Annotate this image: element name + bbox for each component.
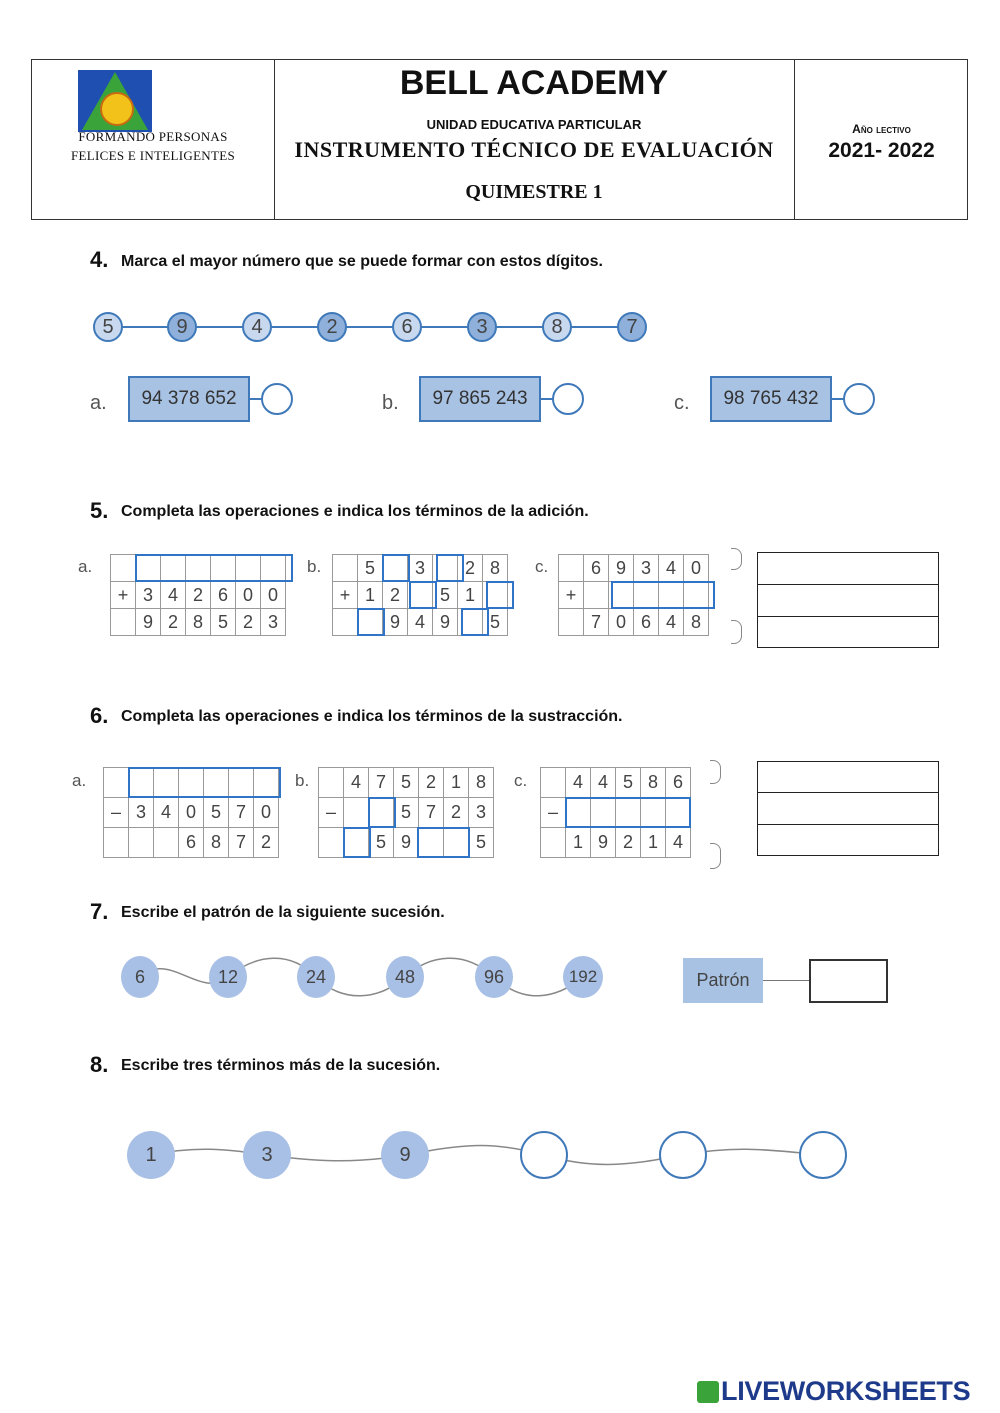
grid-cell: 9 bbox=[383, 609, 408, 636]
option-b-label: b. bbox=[382, 392, 399, 414]
digit-chip: 9 bbox=[167, 312, 197, 342]
grid-cell: 7 bbox=[229, 828, 254, 858]
grid-cell: 8 bbox=[684, 609, 709, 636]
grid-cell: 2 bbox=[458, 555, 483, 582]
liveworksheets-logo bbox=[697, 1376, 970, 1407]
sequence-term: 192 bbox=[563, 956, 603, 998]
grid-cell: 5 bbox=[394, 768, 419, 798]
grid-cell: 9 bbox=[609, 555, 634, 582]
grid-cell: 4 bbox=[666, 828, 691, 858]
q6-c-label: c. bbox=[514, 771, 528, 790]
grid-cell: 6 bbox=[211, 582, 236, 609]
grid-cell: 5 bbox=[433, 582, 458, 609]
grid-cell: 8 bbox=[641, 768, 666, 798]
option-a-label: a. bbox=[90, 392, 107, 414]
option-a-number: 94 378 652 bbox=[128, 376, 250, 422]
sequence-term: 1 bbox=[127, 1131, 175, 1179]
grid-cell: 8 bbox=[469, 768, 494, 798]
digit-chip: 5 bbox=[93, 312, 123, 342]
q5-number: 5. bbox=[90, 498, 109, 523]
q8-text: Escribe tres términos más de la sucesión. bbox=[121, 1057, 441, 1074]
grid-cell: – bbox=[104, 798, 129, 828]
grid-cell: 3 bbox=[634, 555, 659, 582]
motto-line-1: FORMANDO PERSONAS bbox=[78, 129, 228, 144]
grid-cell: 2 bbox=[161, 609, 186, 636]
sequence-term: 6 bbox=[121, 956, 159, 998]
grid-cell: 7 bbox=[369, 768, 394, 798]
grid-cell: 0 bbox=[609, 609, 634, 636]
grid-cell: 5 bbox=[483, 609, 508, 636]
grid-cell: + bbox=[559, 582, 584, 609]
grid-cell: 3 bbox=[136, 582, 161, 609]
grid-cell: 2 bbox=[383, 582, 408, 609]
sequence-answer-3[interactable] bbox=[799, 1131, 847, 1179]
grid-cell: 5 bbox=[616, 768, 641, 798]
grid-cell: 9 bbox=[136, 609, 161, 636]
sequence-term: 48 bbox=[386, 956, 424, 998]
school-year: 2021- 2022 bbox=[828, 139, 935, 162]
grid-cell: 8 bbox=[483, 555, 508, 582]
grid-cell: 1 bbox=[358, 582, 383, 609]
grid-cell: 7 bbox=[229, 798, 254, 828]
year-label: Año lectivo bbox=[852, 122, 911, 136]
grid-cell: 5 bbox=[394, 798, 419, 828]
grid-cell: 9 bbox=[394, 828, 419, 858]
grid-cell: 2 bbox=[254, 828, 279, 858]
pattern-label: Patrón bbox=[683, 958, 763, 1003]
q6-b-label: b. bbox=[295, 771, 310, 790]
sequence-term: 24 bbox=[297, 956, 335, 998]
grid-cell: 4 bbox=[154, 798, 179, 828]
grid-cell: 0 bbox=[684, 555, 709, 582]
school-name: BELL ACADEMY bbox=[399, 64, 669, 102]
q5-c-label: c. bbox=[535, 557, 549, 576]
q6-text: Completa las operaciones e indica los términos de la sustracción. bbox=[121, 708, 623, 725]
grid-cell: 4 bbox=[344, 768, 369, 798]
pattern-answer-box[interactable] bbox=[809, 959, 888, 1003]
digit-chip: 2 bbox=[317, 312, 347, 342]
option-c-number: 98 765 432 bbox=[710, 376, 832, 422]
grid-cell: 7 bbox=[419, 798, 444, 828]
grid-cell: 6 bbox=[584, 555, 609, 582]
q7-text: Escribe el patrón de la siguiente sucesión. bbox=[121, 904, 445, 921]
grid-cell: 6 bbox=[634, 609, 659, 636]
instrument-title: INSTRUMENTO TÉCNICO DE EVALUACIÓN bbox=[294, 137, 774, 162]
grid-cell: 7 bbox=[584, 609, 609, 636]
liveworksheets-icon bbox=[697, 1381, 719, 1403]
grid-cell: 2 bbox=[186, 582, 211, 609]
grid-cell: 5 bbox=[204, 798, 229, 828]
grid-cell: + bbox=[333, 582, 358, 609]
grid-cell: 3 bbox=[261, 609, 286, 636]
grid-cell: 5 bbox=[469, 828, 494, 858]
grid-cell: 1 bbox=[641, 828, 666, 858]
grid-cell: 1 bbox=[458, 582, 483, 609]
grid-cell: 5 bbox=[369, 828, 394, 858]
grid-cell: 4 bbox=[659, 555, 684, 582]
sequence-term: 12 bbox=[209, 956, 247, 998]
grid-cell: 3 bbox=[408, 555, 433, 582]
grid-cell: 4 bbox=[659, 609, 684, 636]
grid-cell: 0 bbox=[236, 582, 261, 609]
grid-cell: 2 bbox=[236, 609, 261, 636]
grid-cell: 5 bbox=[211, 609, 236, 636]
grid-cell: 6 bbox=[179, 828, 204, 858]
digit-chip: 3 bbox=[467, 312, 497, 342]
grid-cell: 5 bbox=[358, 555, 383, 582]
grid-cell: 1 bbox=[566, 828, 591, 858]
grid-cell: – bbox=[541, 798, 566, 828]
liveworksheets-brand: LIVEWORKSHEETS bbox=[721, 1376, 971, 1406]
q4-number: 4. bbox=[90, 247, 109, 272]
grid-cell: 4 bbox=[566, 768, 591, 798]
grid-cell: 3 bbox=[469, 798, 494, 828]
grid-cell: 2 bbox=[419, 768, 444, 798]
grid-cell: 2 bbox=[444, 798, 469, 828]
grid-cell: + bbox=[111, 582, 136, 609]
q6-a-label: a. bbox=[72, 771, 87, 790]
grid-cell: 4 bbox=[161, 582, 186, 609]
grid-cell: 1 bbox=[444, 768, 469, 798]
grid-cell: 8 bbox=[186, 609, 211, 636]
q5-b-label: b. bbox=[307, 557, 322, 576]
digit-chip: 8 bbox=[542, 312, 572, 342]
grid-cell: 3 bbox=[129, 798, 154, 828]
grid-cell: 0 bbox=[179, 798, 204, 828]
term-label: QUIMESTRE 1 bbox=[465, 181, 603, 203]
q8-number: 8. bbox=[90, 1052, 109, 1077]
sequence-answer-1[interactable] bbox=[520, 1131, 568, 1179]
sequence-term: 3 bbox=[243, 1131, 291, 1179]
digit-chip: 7 bbox=[617, 312, 647, 342]
option-b-number: 97 865 243 bbox=[419, 376, 541, 422]
q5-a-label: a. bbox=[78, 557, 93, 576]
sequence-term: 96 bbox=[475, 956, 513, 998]
grid-cell: 9 bbox=[591, 828, 616, 858]
digit-chip: 6 bbox=[392, 312, 422, 342]
grid-cell: 2 bbox=[616, 828, 641, 858]
sequence-answer-2[interactable] bbox=[659, 1131, 707, 1179]
q7-number: 7. bbox=[90, 899, 109, 924]
q5-text: Completa las operaciones e indica los términos de la adición. bbox=[121, 503, 589, 520]
sequence-term: 9 bbox=[381, 1131, 429, 1179]
q4-text: Marca el mayor número que se puede formar con estos dígitos. bbox=[121, 253, 603, 270]
grid-cell: 6 bbox=[666, 768, 691, 798]
q6-number: 6. bbox=[90, 703, 109, 728]
digit-chip: 4 bbox=[242, 312, 272, 342]
grid-cell: – bbox=[319, 798, 344, 828]
option-c-label: c. bbox=[674, 392, 690, 414]
grid-cell: 0 bbox=[254, 798, 279, 828]
motto-line-2: FELICES E INTELIGENTES bbox=[70, 148, 236, 163]
grid-cell: 9 bbox=[433, 609, 458, 636]
unit-label: UNIDAD EDUCATIVA PARTICULAR bbox=[426, 117, 642, 132]
grid-cell: 8 bbox=[204, 828, 229, 858]
grid-cell: 4 bbox=[408, 609, 433, 636]
pattern-connector bbox=[763, 980, 810, 981]
grid-cell: 0 bbox=[261, 582, 286, 609]
grid-cell: 4 bbox=[591, 768, 616, 798]
